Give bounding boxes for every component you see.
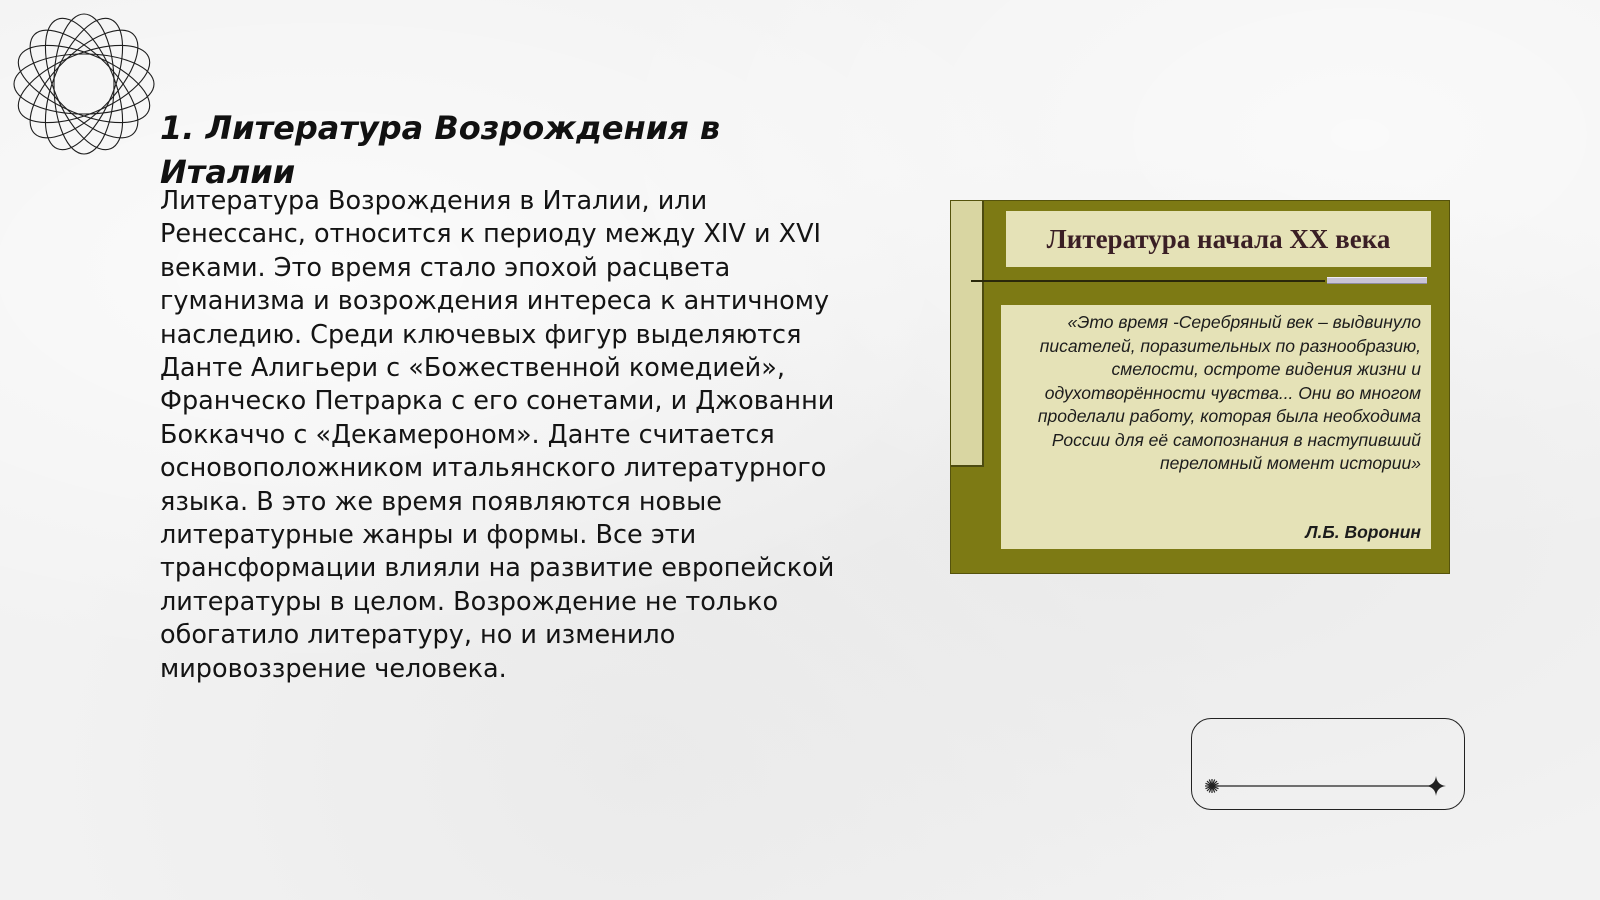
slide-divider-line: [971, 280, 1325, 282]
slide-quote-author: Л.Б. Воронин: [1305, 522, 1421, 542]
slide-sidebar-block: [951, 201, 984, 467]
decorative-line: [1204, 776, 1456, 796]
slide-divider-accent: [1327, 277, 1427, 284]
body-paragraph: Литература Возрождения в Италии, или Ренессанс, относится к периоду между XIV и XVI веками. Это время стало эпохой расцвета гуманизма и возрождения интереса к античному наследию. Среди ключевых фигур выделяются Данте Алигьери с «Божественной комедией», Франческо Петрарка с его сонетами, и Джованни Боккаччо с «Декамероном». Данте считается основоположником итальянского литературного языка. В это же время появляются новые литературные жанры и формы. Все эти трансформации влияли на развитие европейской литературы в целом. Возрождение не только обогатило литературу, но и изменило мировоззрение человека.: [160, 186, 835, 684]
page-title: 1. Литература Возрождения в Италии: [160, 109, 721, 191]
slide-quote-box: [1001, 305, 1431, 549]
starburst-icon: [1205, 779, 1219, 793]
decorative-rounded-frame: [1191, 718, 1465, 810]
embedded-slide-image: [950, 200, 1450, 574]
sparkle-star-icon: [1426, 776, 1446, 796]
circular-line-ornament-icon: [10, 10, 158, 158]
slide-title-box: [1006, 211, 1431, 267]
slide-title: Литература начала XX века: [1046, 223, 1391, 254]
slide-quote-text: «Это время -Серебряный век – выдвинуло писателей, поразительных по разнообразию, смелости, остроте видения жизни и одухотворённости чувства... Они во многом проделали работу, которая была необходима России для её самопознания в наступивший переломный момент истории»: [1037, 312, 1421, 473]
